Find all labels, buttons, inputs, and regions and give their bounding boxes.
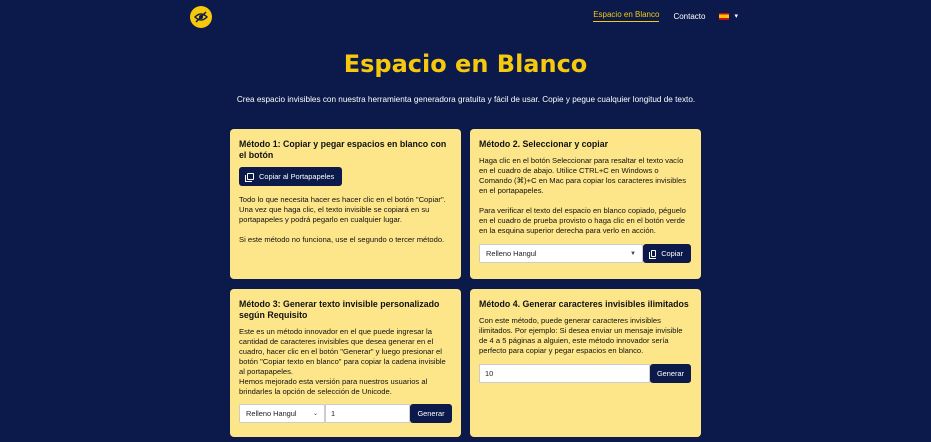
- page-subtitle: Crea espacio invisibles con nuestra herramienta generadora gratuita y fácil de usar. Copie y pegue cualquier longitud de texto.: [236, 95, 696, 104]
- method-4-controls: [479, 364, 692, 383]
- chevron-down-icon: ⌄: [312, 410, 318, 417]
- language-selector[interactable]: [719, 12, 738, 20]
- method-2-controls: [479, 244, 692, 263]
- copy-icon: [247, 173, 254, 180]
- method-4-text: Con este método, puede generar caracteres invisibles ilimitados. Por ejemplo: Si desea enviar un mensaje invisible de 4 a 5 páginas a alguien, este método innovador sería perfecto para copiar y pegar espacios en blanco.: [479, 316, 683, 355]
- method-2-card: [470, 129, 701, 279]
- method-2-note: Para verificar el texto del espacio en blanco copiado, péguelo en el cuadro de prueba provisto o haga clic en el botón verde en la esquina superior derecha para verlo en acción.: [479, 206, 686, 235]
- generate-button[interactable]: Generar: [650, 364, 691, 383]
- unicode-select[interactable]: [239, 404, 325, 423]
- nav-link-espacio[interactable]: Espacio en Blanco: [593, 10, 659, 22]
- method-1-text: Todo lo que necesita hacer es hacer clic en el botón "Copiar". Una vez que haga clic, el texto invisible se copiará en su portapapeles y podrá pegarlo en cualquier lugar.: [239, 195, 446, 224]
- unicode-select-value: Relleno Hangul: [246, 408, 297, 418]
- generate-button[interactable]: Generar: [410, 404, 452, 423]
- copy-icon: [651, 250, 656, 257]
- method-2-title: Método 2. Seleccionar y copiar: [479, 139, 609, 149]
- method-3-note: Hemos mejorado esta versión para nuestros usuarios al brindarles la opción de selección de Unicode.: [239, 377, 428, 396]
- copy-button[interactable]: [643, 244, 691, 263]
- method-3-title: Método 3: Generar texto invisible personalizado según Requisito: [239, 299, 440, 320]
- copy-clipboard-label: Copiar al Portapapeles: [259, 172, 335, 181]
- top-nav: [0, 0, 931, 34]
- chevron-down-icon: ▾: [734, 13, 738, 20]
- method-3-controls: [239, 404, 452, 423]
- unicode-select[interactable]: [479, 244, 643, 263]
- method-1-card: [230, 129, 461, 279]
- spain-flag-icon: [719, 13, 729, 20]
- copy-clipboard-button[interactable]: [239, 167, 342, 186]
- method-1-note: Si este método no funciona, use el segundo o tercer método.: [239, 235, 445, 244]
- method-4-title: Método 4. Generar caracteres invisibles ilimitados: [479, 299, 689, 309]
- chevron-down-icon: ▼: [630, 250, 636, 257]
- count-input[interactable]: 10: [479, 364, 650, 383]
- method-3-card: [230, 289, 461, 437]
- nav-links: [593, 10, 738, 22]
- method-1-title: Método 1: Copiar y pegar espacios en blanco con el botón: [239, 139, 447, 160]
- copy-button-label: Copiar: [661, 249, 683, 258]
- method-2-text: Haga clic en el botón Seleccionar para resaltar el texto vacío en el cuadro de abajo. Utilice CTRL+C en Windows o Comando (⌘)+C en Mac para copiar los caracteres invisibles en el portapapeles.: [479, 156, 687, 195]
- unicode-select-value: Relleno Hangul: [486, 248, 537, 258]
- count-input[interactable]: 1: [325, 404, 410, 423]
- nav-link-contacto[interactable]: Contacto: [673, 11, 706, 21]
- eye-logo-icon[interactable]: [190, 6, 212, 28]
- method-4-card: [470, 289, 701, 437]
- page-title: Espacio en Blanco: [343, 50, 588, 78]
- method-3-text: Este es un método innovador en el que puede ingresar la cantidad de caracteres invisibles que desea generar en el cuadro, hacer clic en el botón "Generar" y luego presionar el botón "Copiar texto en blanco" para copiar la cadena invisible al portapapeles.: [239, 327, 446, 376]
